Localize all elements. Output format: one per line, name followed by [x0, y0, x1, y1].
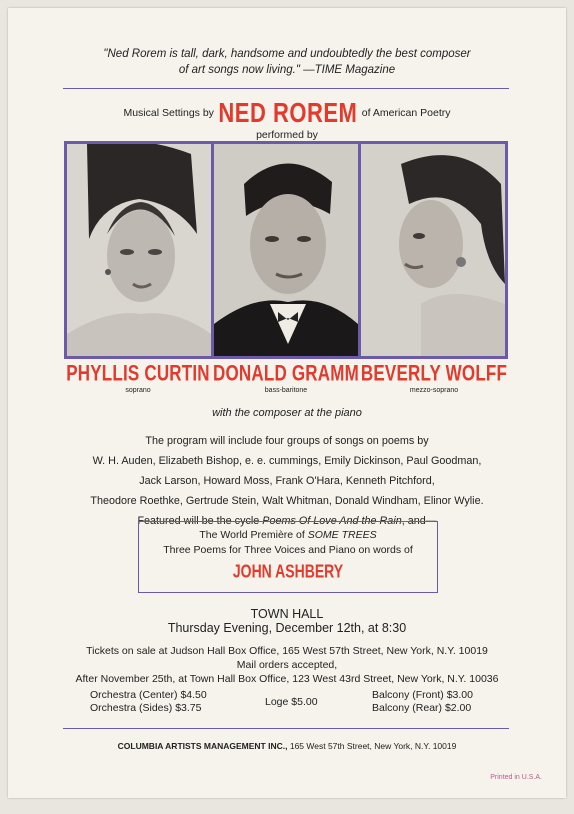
- poet-name: JOHN ASHBERY: [232, 560, 344, 582]
- header-left: Musical Settings by: [123, 107, 214, 119]
- divider-bottom: [63, 728, 509, 729]
- program-description: The program will include four groups of songs on poems by W. H. Auden, Elizabeth Bishop, e. e. cummings, Emily Dickinson, Paul Goodman, Jack Larson, Howard Moss, Frank O'Hara, Kenneth Pitchford, Theodore Roethke, Gertrude Stein, Walt Whitman, Donald Windham, Elinor Wylie. Featured will be the cycle Poems Of Love And the Rain, and—: [8, 431, 566, 531]
- performer-2: DONALD GRAMM bass-baritone: [213, 361, 359, 394]
- premiere-box: The World Première of SOME TREES Three Poems for Three Voices and Piano on words of JOHN ASHBERY: [138, 521, 438, 593]
- performer-names: [64, 361, 508, 394]
- venue-info: TOWN HALL Thursday Evening, December 12th, at 8:30: [167, 607, 407, 635]
- performer-1: PHYLLIS CURTIN soprano: [66, 361, 210, 394]
- performer-photos: [64, 141, 508, 359]
- printed-in: Printed in U.S.A.: [490, 774, 542, 781]
- composer-note: with the composer at the piano: [212, 407, 362, 419]
- composer-title: NED ROREM: [218, 96, 358, 128]
- management: COLUMBIA ARTISTS MANAGEMENT INC., 165 West 57th Street, New York, N.Y. 10019: [117, 741, 457, 751]
- featured-cycle: Featured will be the cycle Poems Of Love And the Rain, and—: [137, 515, 437, 527]
- performer-3: BEVERLY WOLFF mezzo-soprano: [360, 361, 508, 394]
- header-right: of American Poetry: [361, 107, 451, 119]
- concert-poster: "Ned Rorem is tall, dark, handsome and undoubtedly the best composer of art songs now living." —TIME Magazine Musical Settings by NED ROREM of American Poetry performed by PHYLLIS CURTIN soprano DONALD GRAMM bass-baritone BEVERLY WOLFF mezzo-soprano with the composer at the piano The program will include four groups of songs on poems by W. H. Auden, Elizabeth Bishop, e. e. cummings, Emily Dickinson, Paul Goodman, Jack Larson, Howard Moss, Frank O'Hara, Kenneth Pitchford, Theodore Roethke, Gertrude Stein, Walt Whitman, Donald Windham, Elinor Wylie. Featured will be the cycle Poems Of Love And the Rain, and— The World Première of SOME TREES Three Poems for Three Voices and Piano on words of JOHN ASHBERY TOWN HALL Thursday Evening, December 12th, at 8:30 Tickets on sale at Judson Hall Box Office, 165 West 57th Street, New York, N.Y. 10019 Mail orders accepted, After November 25th, at Town Hall Box Office, 123 West 43rd Street, New York, N.Y. 10036 Orchestra (Center) $4.50 Orchestra (Sides) $3.75 Loge $5.00 Balcony (Front) $3.00 Balcony (Rear) $2.00 COLUMBIA ARTISTS MANAGEMENT INC., 165 West 57th Street, New York, N.Y. 10019 Printed in U.S.A.: [8, 8, 566, 798]
- divider-top: [63, 88, 509, 89]
- time-quote: "Ned Rorem is tall, dark, handsome and undoubtedly the best composer of art songs now living." —TIME Magazine: [103, 48, 471, 76]
- photo-phyllis-curtin: [67, 144, 211, 356]
- ticket-info: Tickets on sale at Judson Hall Box Office, 165 West 57th Street, New York, N.Y. 10019 Mail orders accepted, After November 25th, at Town Hall Box Office, 123 West 43rd Street, New York, N.Y. 10036: [75, 645, 499, 685]
- photo-beverly-wolff: [361, 144, 505, 356]
- header: [8, 96, 566, 128]
- performed-by: performed by: [256, 129, 318, 141]
- photo-donald-gramm: [214, 144, 358, 356]
